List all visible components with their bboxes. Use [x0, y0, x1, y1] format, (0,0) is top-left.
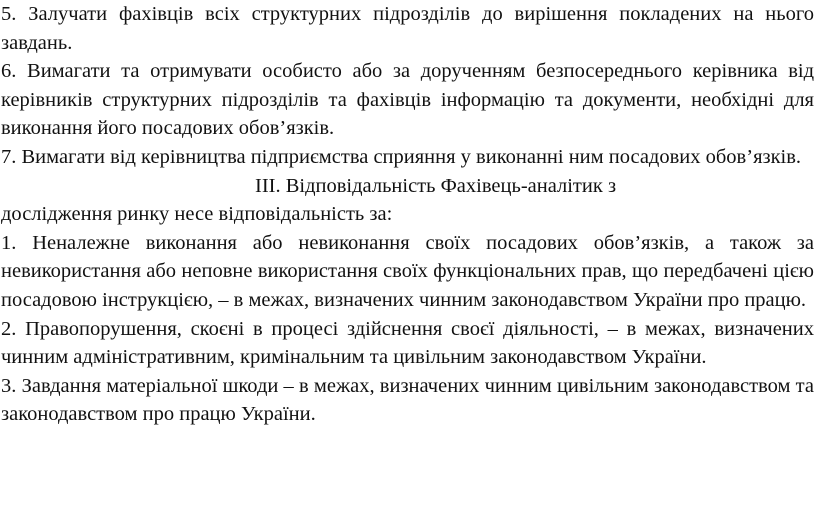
list-item-number: 2.: [1, 317, 17, 340]
list-item-text: Залучати фахівців всіх структурних підрозділів до вирішення покладених на нього завдань.: [1, 3, 815, 54]
section-heading: ІІІ. Відповідальність Фахівець-аналітик з: [255, 174, 617, 197]
list-item-number: 6.: [1, 60, 17, 83]
list-item-responsibility-1: [0, 229, 816, 315]
list-item-text: Завдання матеріальної шкоди – в межах, визначених чинним цивільним законодавством та законодавством про працю України.: [1, 374, 814, 426]
section-intro: дослідження ринку несе відповідальність за:: [1, 203, 393, 226]
list-item-number: 3.: [1, 374, 17, 397]
list-item-text: Правопорушення, скоєні в процесі здійснення своєї діяльності, – в межах, визначених чинним адміністративним, кримінальним та цивільним законодавством України.: [1, 317, 814, 369]
list-item-text: Неналежне виконання або невиконання своїх посадових обов’язків, а також за невикористання або неповне використання своїх функціональних прав, що передбачені цією посадовою інструкцією, – в межах, визначених чинним законодавством України про працю.: [1, 231, 814, 311]
list-item-responsibility-3: [0, 372, 816, 429]
list-item-text: Вимагати та отримувати особисто або за дорученням безпосереднього керівника від керівників структурних підрозділів та фахівців інформацію та документи, необхідні для виконання його посадових обов’язків.: [1, 60, 815, 140]
list-item-number: 7.: [1, 145, 17, 168]
list-item-number: 1.: [1, 231, 17, 254]
list-item-right-6: [0, 57, 816, 143]
list-item-number: 5.: [1, 3, 17, 25]
list-item-text: Вимагати від керівництва підприємства сприяння у виконанні ним посадових обов’язків.: [21, 145, 802, 168]
list-item-right-5: [0, 0, 816, 57]
list-item-right-7: [0, 143, 816, 172]
list-item-responsibility-2: [0, 315, 816, 372]
